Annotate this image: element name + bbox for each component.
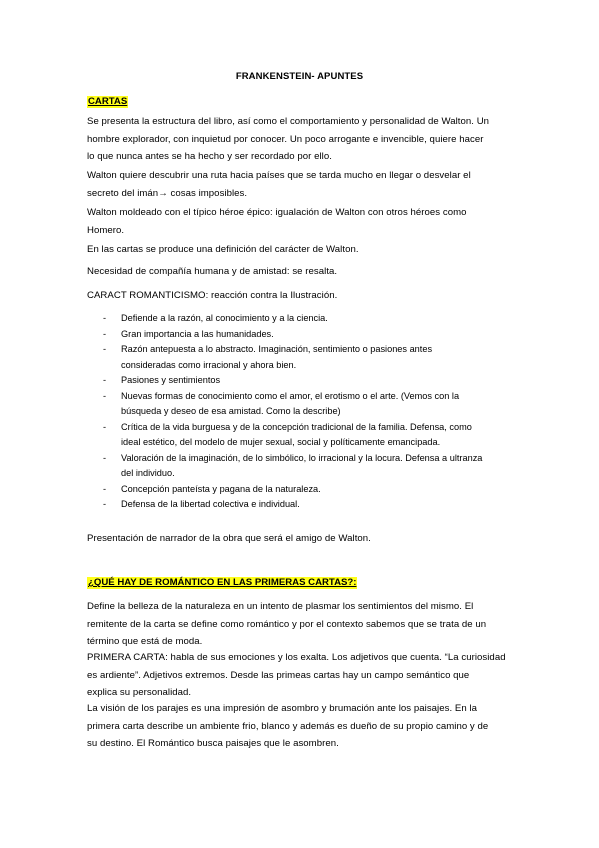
- list-item: - Defiende a la razón, al conocimiento y a la ciencia.: [103, 313, 328, 323]
- list-item: - Concepción panteísta y pagana de la naturaleza.: [103, 483, 321, 494]
- paragraph-line: Homero.: [87, 224, 125, 236]
- paragraph-line: su destino. El Romántico busca paisajes que le asombren.: [87, 738, 339, 749]
- paragraph-line: hombre explorador, con inquietud por conocer. Un poco arrogante e invencible, quiere hacer: [87, 133, 484, 145]
- paragraph-line: remitente de la carta se define como romántico y por el contexto sabemos que se trata de un: [87, 618, 487, 630]
- paragraph: [87, 113, 517, 166]
- paragraph-line: Walton quiere descubrir una ruta hacia países que se tarda mucho en llegar o desvelar el: [87, 170, 471, 181]
- paragraph-line: La visión de los parajes es una impresión de asombro y brumación ante los paisajes. En la: [87, 703, 478, 714]
- list-item: - Pasiones y sentimientos: [103, 375, 221, 385]
- paragraph: [87, 530, 517, 548]
- paragraph: [87, 263, 517, 281]
- paragraph: [87, 167, 517, 202]
- list-item: - Nuevas formas de conocimiento como el amor, el erotismo o el arte. (Vemos con la búsqueda y deseo de esa amistad. Como la describe): [103, 390, 460, 416]
- romanticism-list: [87, 311, 527, 513]
- paragraph-line: lo que nunca antes se ha hecho y ser recordado por ello.: [87, 151, 332, 162]
- paragraph-line: primera carta describe un ambiente frio, blanco y además es dueño de su propio camino y de: [87, 720, 489, 732]
- document-title: FRANKENSTEIN- APUNTES: [235, 71, 364, 82]
- paragraph-line: secreto del imán→ cosas imposibles.: [87, 187, 248, 199]
- list-item: - Razón antepuesta a lo abstracto. Imaginación, sentimiento o pasiones antes consideradas como irracional y ahora bien.: [103, 344, 433, 370]
- paragraph-line: Necesidad de compañía humana y de amistad: se resalta.: [87, 266, 338, 277]
- paragraph-line: Presentación de narrador de la obra que será el amigo de Walton.: [87, 533, 371, 544]
- paragraph-line: Se presenta la estructura del libro, así como el comportamiento y personalidad de Walton. Un: [87, 116, 490, 127]
- paragraph: [87, 287, 517, 305]
- list-item: - Defensa de la libertad colectiva e individual.: [103, 499, 300, 509]
- paragraph-line: En las cartas se produce una definición del carácter de Walton.: [87, 244, 359, 255]
- paragraph-line: término que está de moda.: [87, 636, 203, 647]
- paragraph-line: es ardiente”. Adjetivos extremos. Desde las primeas cartas hay un campo semántico que: [87, 669, 470, 681]
- paragraph: [87, 598, 517, 651]
- section-heading-romantico: ¿QUÉ HAY DE ROMÁNTICO EN LAS PRIMERAS CARTAS?:: [88, 577, 357, 588]
- paragraph-line: PRIMERA CARTA: habla de sus emociones y los exalta. Los adjetivos que cuenta. “La curiosidad: [87, 652, 506, 663]
- paragraph-line: explica su personalidad.: [87, 687, 192, 698]
- section-heading-cartas: CARTAS: [88, 96, 128, 107]
- paragraph-line: Define la belleza de la naturaleza en un intento de plasmar los sentimientos del mismo. El: [87, 601, 474, 612]
- paragraph: [87, 204, 517, 239]
- paragraph: [87, 649, 517, 702]
- paragraph-line: CARACT ROMANTICISMO: reacción contra la Ilustración.: [87, 290, 338, 301]
- paragraph: [87, 241, 517, 259]
- paragraph-line: Walton moldeado con el típico héroe épico: igualación de Walton con otros héroes como: [87, 207, 467, 218]
- list-item: - Crítica de la vida burguesa y de la concepción tradicional de la familia. Defensa, como ideal estético, del modelo de mujer sexual, social y políticamente emancipada.: [103, 421, 472, 447]
- paragraph: [87, 700, 517, 753]
- list-item: - Valoración de la imaginación, de lo simbólico, lo irracional y la locura. Defensa a ultranza del individuo.: [103, 452, 483, 478]
- list-item: - Gran importancia a las humanidades.: [103, 328, 274, 339]
